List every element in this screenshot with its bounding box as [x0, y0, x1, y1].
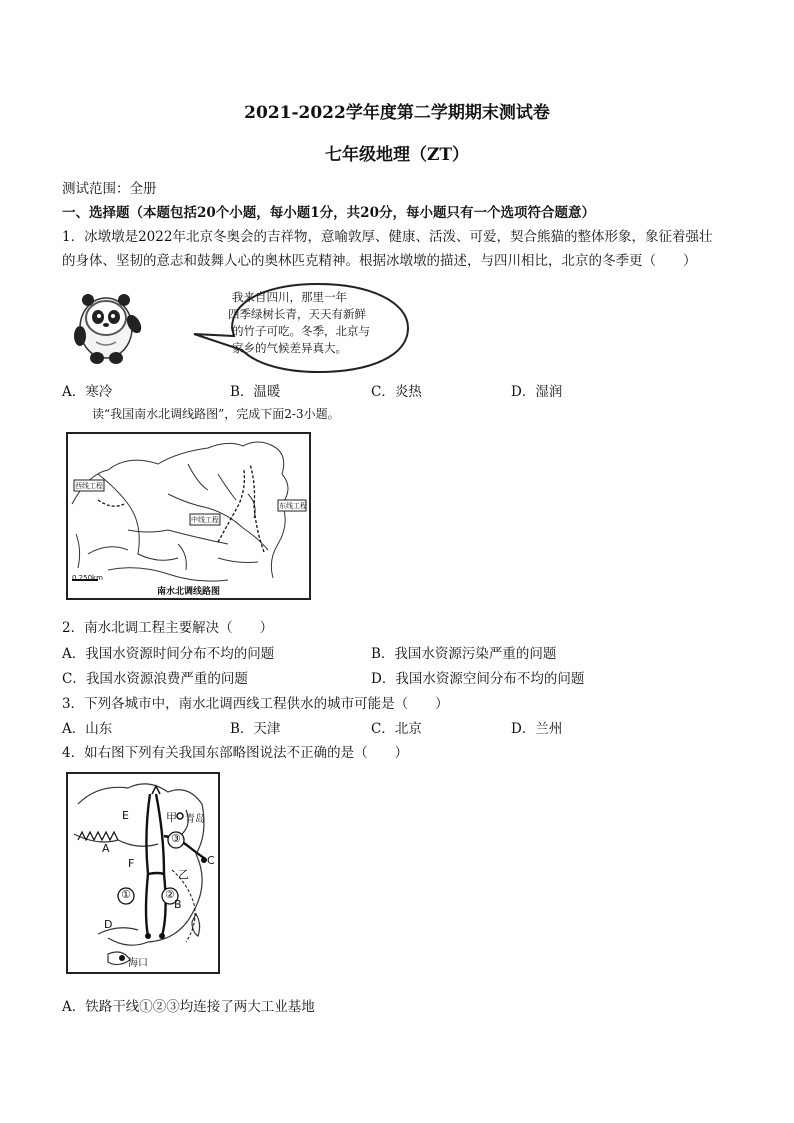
q3-stem: 3．下列各城市中，南水北调西线工程供水的城市可能是（ ）: [62, 696, 449, 712]
region-a-label: A: [102, 842, 110, 855]
q2-option-c[interactable]: C．我国水资源浪费严重的问题: [62, 671, 248, 687]
bubble-line-3: 的竹子可吃。冬季，北京与: [232, 324, 370, 338]
test-scope: 测试范围：全册: [62, 181, 157, 197]
label-west-route: 西线工程: [75, 482, 103, 490]
q2-option-a[interactable]: A．我国水资源时间分布不均的问题: [62, 646, 275, 662]
q3-option-c[interactable]: C．北京: [371, 721, 422, 737]
section-heading: 一、选择题（本题包括20个小题，每小题1分，共20分，每小题只有一个选项符合题意）: [62, 205, 595, 221]
place-jia-label: 甲: [166, 811, 177, 824]
q1-option-b[interactable]: B．温暖: [230, 384, 281, 400]
water-diversion-map: [66, 432, 311, 600]
q1-stem-line2: 的身体、坚韧的意志和鼓舞人心的奥林匹克精神。根据冰墩墩的描述，与四川相比，北京的冬季更（ ）: [62, 253, 697, 269]
place-haikou-label: 海口: [128, 958, 148, 969]
q3-option-d[interactable]: D．兰州: [511, 721, 563, 737]
region-e-label: E: [122, 809, 129, 822]
q2-option-b[interactable]: B．我国水资源污染严重的问题: [371, 646, 557, 662]
q1-stem-line1: 1．冰墩墩是2022年北京冬奥会的吉祥物，意喻敦厚、健康、活泼、可爱，契合熊猫的整体形象，象征着强壮: [62, 229, 713, 245]
intro-q2-3: 读“我国南水北调线路图”，完成下面2-3小题。: [92, 407, 340, 421]
place-qingdao-label: 青岛: [185, 814, 205, 825]
q1-option-c[interactable]: C．炎热: [371, 384, 422, 400]
point-c-label: C: [207, 854, 215, 867]
railway-3-label: ③: [171, 832, 181, 845]
exam-title: 2021-2022学年度第二学期期末测试卷: [244, 103, 550, 123]
q2-option-d[interactable]: D．我国水资源空间分布不均的问题: [371, 671, 585, 687]
eastern-china-map: [66, 772, 220, 974]
bing-dwen-dwen-mascot-image: [66, 284, 150, 368]
speech-bubble: [192, 278, 414, 378]
bubble-line-4: 家乡的气候差异真大。: [232, 341, 347, 355]
bubble-line-2: 四季绿树长青，天天有新鲜: [228, 307, 366, 321]
place-yi-label: 乙: [178, 868, 189, 881]
q3-option-b[interactable]: B．天津: [230, 721, 281, 737]
railway-1-label: ①: [121, 888, 131, 901]
label-east-route: 东线工程: [279, 502, 307, 510]
region-b-label: B: [174, 898, 182, 911]
railway-2-label: ②: [165, 888, 175, 901]
label-middle-route: 中线工程: [191, 516, 219, 524]
map-caption: 南水北调线路图: [156, 587, 220, 597]
q3-option-a[interactable]: A．山东: [62, 721, 113, 737]
q1-option-d[interactable]: D．湿润: [511, 384, 563, 400]
region-d-label: D: [104, 918, 113, 931]
q2-stem: 2．南水北调工程主要解决（ ）: [62, 620, 274, 636]
q4-stem: 4．如右图下列有关我国东部略图说法不正确的是（ ）: [62, 745, 409, 761]
q1-option-a[interactable]: A．寒冷: [62, 384, 113, 400]
q4-option-a[interactable]: A．铁路干线①②③均连接了两大工业基地: [62, 999, 315, 1015]
bubble-line-1: 我来自四川，那里一年: [232, 290, 347, 304]
exam-subtitle: 七年级地理（ZT）: [324, 145, 470, 165]
region-f-label: F: [128, 857, 135, 870]
map-scale-text: 0 250km: [72, 574, 103, 582]
